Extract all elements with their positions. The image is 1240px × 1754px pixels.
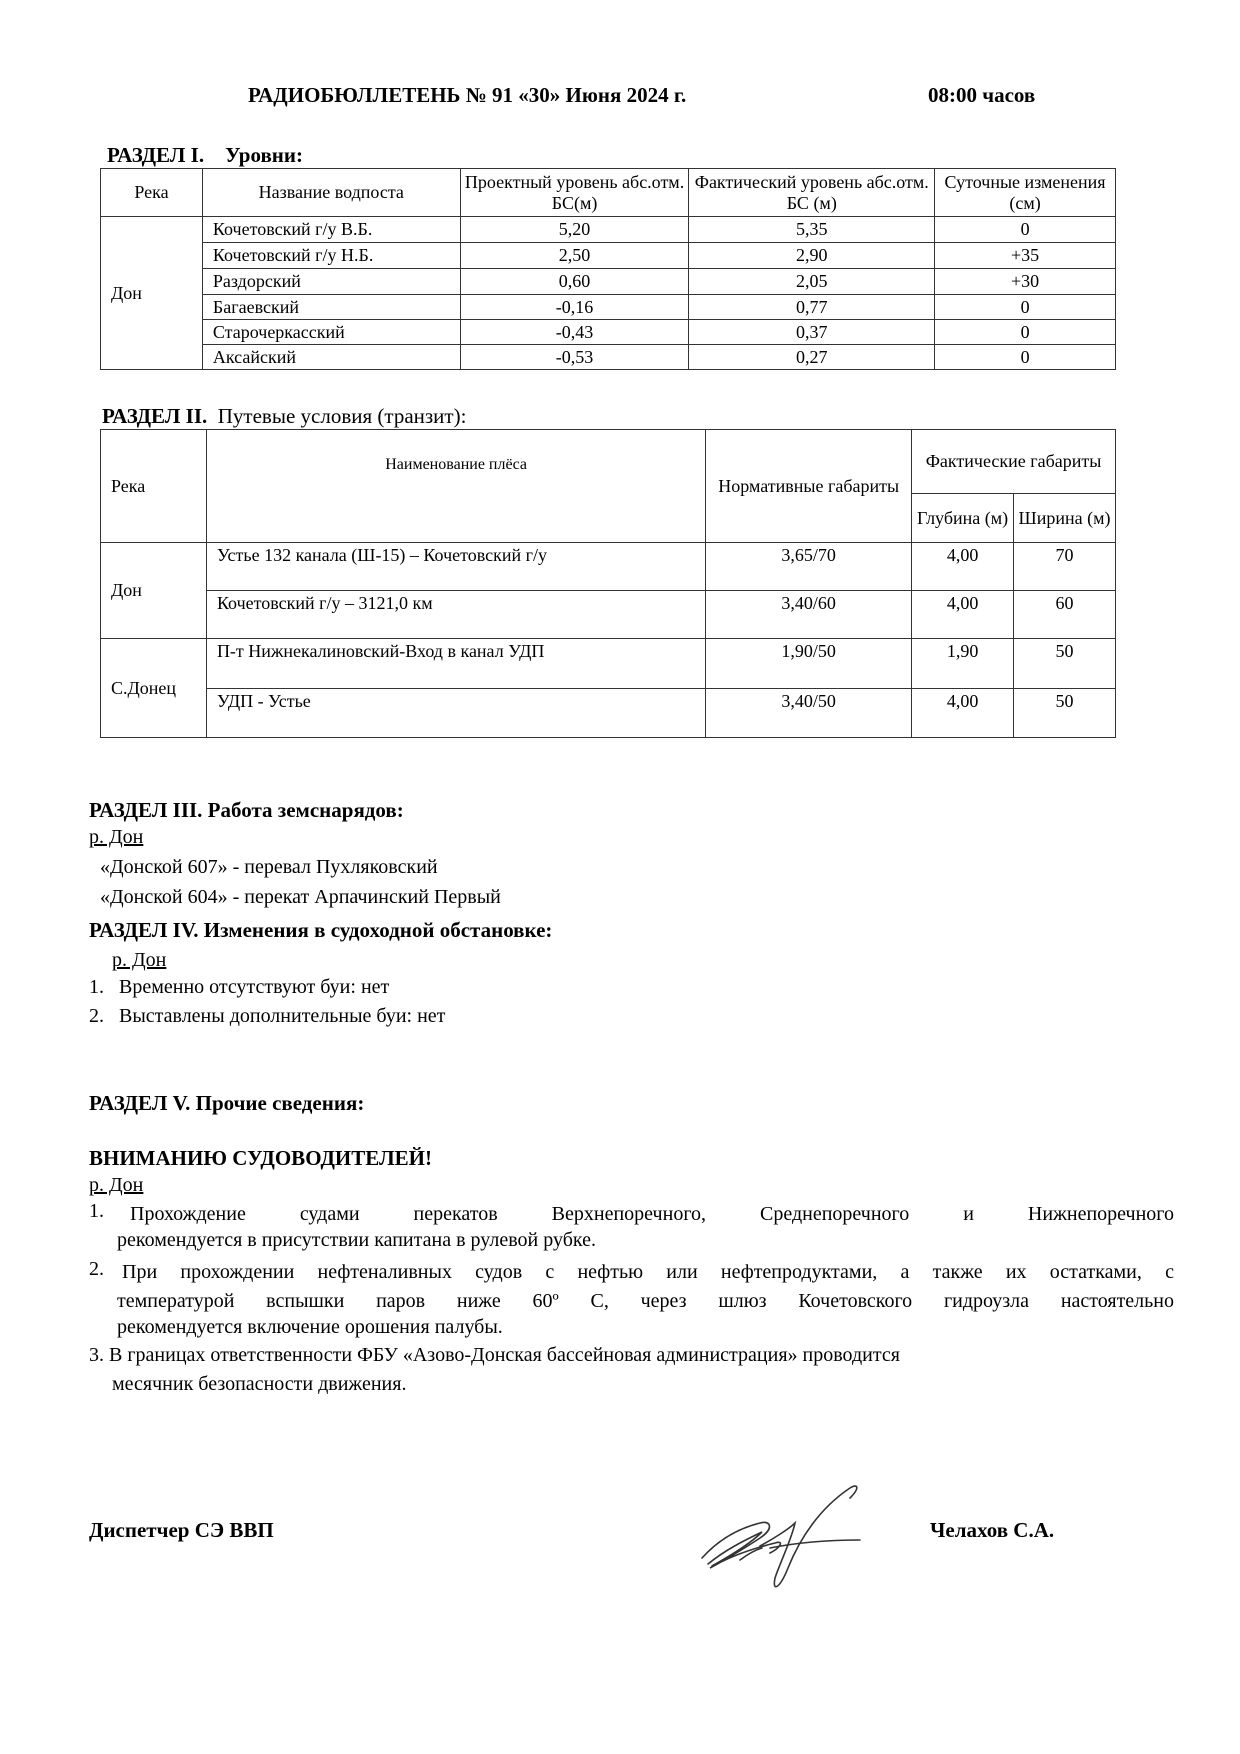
route-width: 50 [1014,689,1116,738]
table-row [101,543,1116,591]
route-normative: 3,65/70 [706,543,912,591]
route-header-actual: Фактические габариты [912,430,1116,494]
levels-project: -0,43 [460,320,689,345]
levels-post: Кочетовский г/у Н.Б. [202,243,460,269]
levels-header-fact: Фактический уровень абс.отм. БС (м) [689,169,935,217]
levels-post: Раздорский [202,269,460,295]
route-reach: П-т Нижнекалиновский-Вход в канал УДП [206,639,705,689]
attention-item1-line1: Прохождение судами перекатов Верхнепоречного, Среднепоречного и Нижнепоречного [130,1203,1174,1225]
levels-post: Старочеркасский [202,320,460,345]
table-row [101,345,1116,370]
route-depth: 4,00 [912,591,1014,639]
section2-label: РАЗДЕЛ II. [102,404,208,428]
section2-title: Путевые условия (транзит): [217,404,467,428]
section3-river: р. Дон [89,826,144,848]
route-header-width: Ширина (м) [1014,494,1116,543]
attention-item2-number: 2. [89,1258,104,1280]
signature-icon [700,1468,870,1608]
section5-title: РАЗДЕЛ V. Прочие сведения: [89,1091,365,1115]
levels-change: 0 [935,345,1116,370]
levels-fact: 0,77 [689,295,935,320]
dredger-item: «Донской 607» - перевал Пухляковский [100,856,438,878]
levels-post: Аксайский [202,345,460,370]
table-row [101,217,1116,243]
levels-change: 0 [935,295,1116,320]
levels-change: 0 [935,320,1116,345]
levels-project: -0,16 [460,295,689,320]
route-reach: Устье 132 канала (Ш-15) – Кочетовский г/у [206,543,705,591]
list-item [89,1005,445,1028]
route-depth: 4,00 [912,543,1014,591]
route-river-don: Дон [101,543,207,639]
route-header-row [101,430,1116,494]
levels-project: -0,53 [460,345,689,370]
attention-item2-line1: При прохождении нефтеналивных судов с нефтью или нефтепродуктами, а также их остатками, с [122,1261,1174,1283]
route-normative: 3,40/60 [706,591,912,639]
section1-label: РАЗДЕЛ I. [107,143,205,167]
table-row [101,591,1116,639]
levels-fact: 2,90 [689,243,935,269]
list-item [89,976,389,999]
route-width: 70 [1014,543,1116,591]
section4-title: РАЗДЕЛ IV. Изменения в судоходной обстановке: [89,918,553,942]
section1-title: Уровни: [225,143,303,167]
route-depth: 4,00 [912,689,1014,738]
dispatcher-position: Диспетчер СЭ ВВП [89,1518,274,1542]
levels-post: Кочетовский г/у В.Б. [202,217,460,243]
levels-header-change: Суточные изменения (см) [935,169,1116,217]
attention-river: р. Дон [89,1174,144,1196]
section1-heading [107,143,303,168]
levels-fact: 0,27 [689,345,935,370]
levels-header-row [101,169,1116,217]
route-header-river: Река [101,430,207,543]
levels-change: +30 [935,269,1116,295]
attention-item3-line2: месячник безопасности движения. [112,1373,407,1395]
route-normative: 1,90/50 [706,639,912,689]
attention-item2-line2: температурой вспышки паров ниже 60º С, через шлюз Кочетовского гидроузла настоятельно [117,1290,1174,1312]
levels-header-project: Проектный уровень абс.отм. БС(м) [460,169,689,217]
route-width: 50 [1014,639,1116,689]
table-row [101,639,1116,689]
levels-project: 2,50 [460,243,689,269]
route-header-depth: Глубина (м) [912,494,1014,543]
section4-river: р. Дон [112,949,167,971]
dredger-item: «Донской 604» - перекат Арпачинский Первый [100,886,501,908]
route-reach: УДП - Устье [206,689,705,738]
levels-change: +35 [935,243,1116,269]
levels-project: 0,60 [460,269,689,295]
table-row [101,689,1116,738]
dispatcher-name: Челахов С.А. [930,1518,1055,1542]
list-item-text: Выставлены дополнительные буи: нет [119,1005,446,1027]
levels-river-don: Дон [101,217,203,370]
route-header-reach: Наименование плёса [206,430,705,543]
table-row [101,295,1116,320]
list-item-number: 1. [89,976,104,998]
table-row [101,320,1116,345]
section2-heading [102,404,466,429]
levels-header-post: Название водпоста [202,169,460,217]
list-item-number: 2. [89,1005,104,1027]
bulletin-title: РАДИОБЮЛЛЕТЕНЬ № 91 «30» Июня 2024 г. [248,83,687,107]
table-row [101,243,1116,269]
attention-item2-line3: рекомендуется включение орошения палубы. [117,1316,503,1338]
attention-item1-number: 1. [89,1200,104,1222]
route-depth: 1,90 [912,639,1014,689]
levels-fact: 0,37 [689,320,935,345]
levels-post: Багаевский [202,295,460,320]
levels-project: 5,20 [460,217,689,243]
route-normative: 3,40/50 [706,689,912,738]
levels-table [100,168,1116,370]
route-width: 60 [1014,591,1116,639]
levels-fact: 2,05 [689,269,935,295]
route-table [100,429,1116,738]
levels-header-river: Река [101,169,203,217]
route-reach: Кочетовский г/у – 3121,0 км [206,591,705,639]
levels-change: 0 [935,217,1116,243]
levels-fact: 5,35 [689,217,935,243]
list-item-text: Временно отсутствуют буи: нет [119,976,390,998]
route-river-sdonets: С.Донец [101,639,207,738]
attention-title: ВНИМАНИЮ СУДОВОДИТЕЛЕЙ! [89,1146,432,1170]
bulletin-time: 08:00 часов [928,83,1036,107]
attention-item3-line1: 3. В границах ответственности ФБУ «Азово-Донская бассейновая администрация» проводится [89,1344,900,1366]
attention-item1-line2: рекомендуется в присутствии капитана в рулевой рубке. [117,1229,596,1251]
route-header-normative: Нормативные габариты [706,430,912,543]
table-row [101,269,1116,295]
section3-title: РАЗДЕЛ III. Работа земснарядов: [89,798,404,822]
